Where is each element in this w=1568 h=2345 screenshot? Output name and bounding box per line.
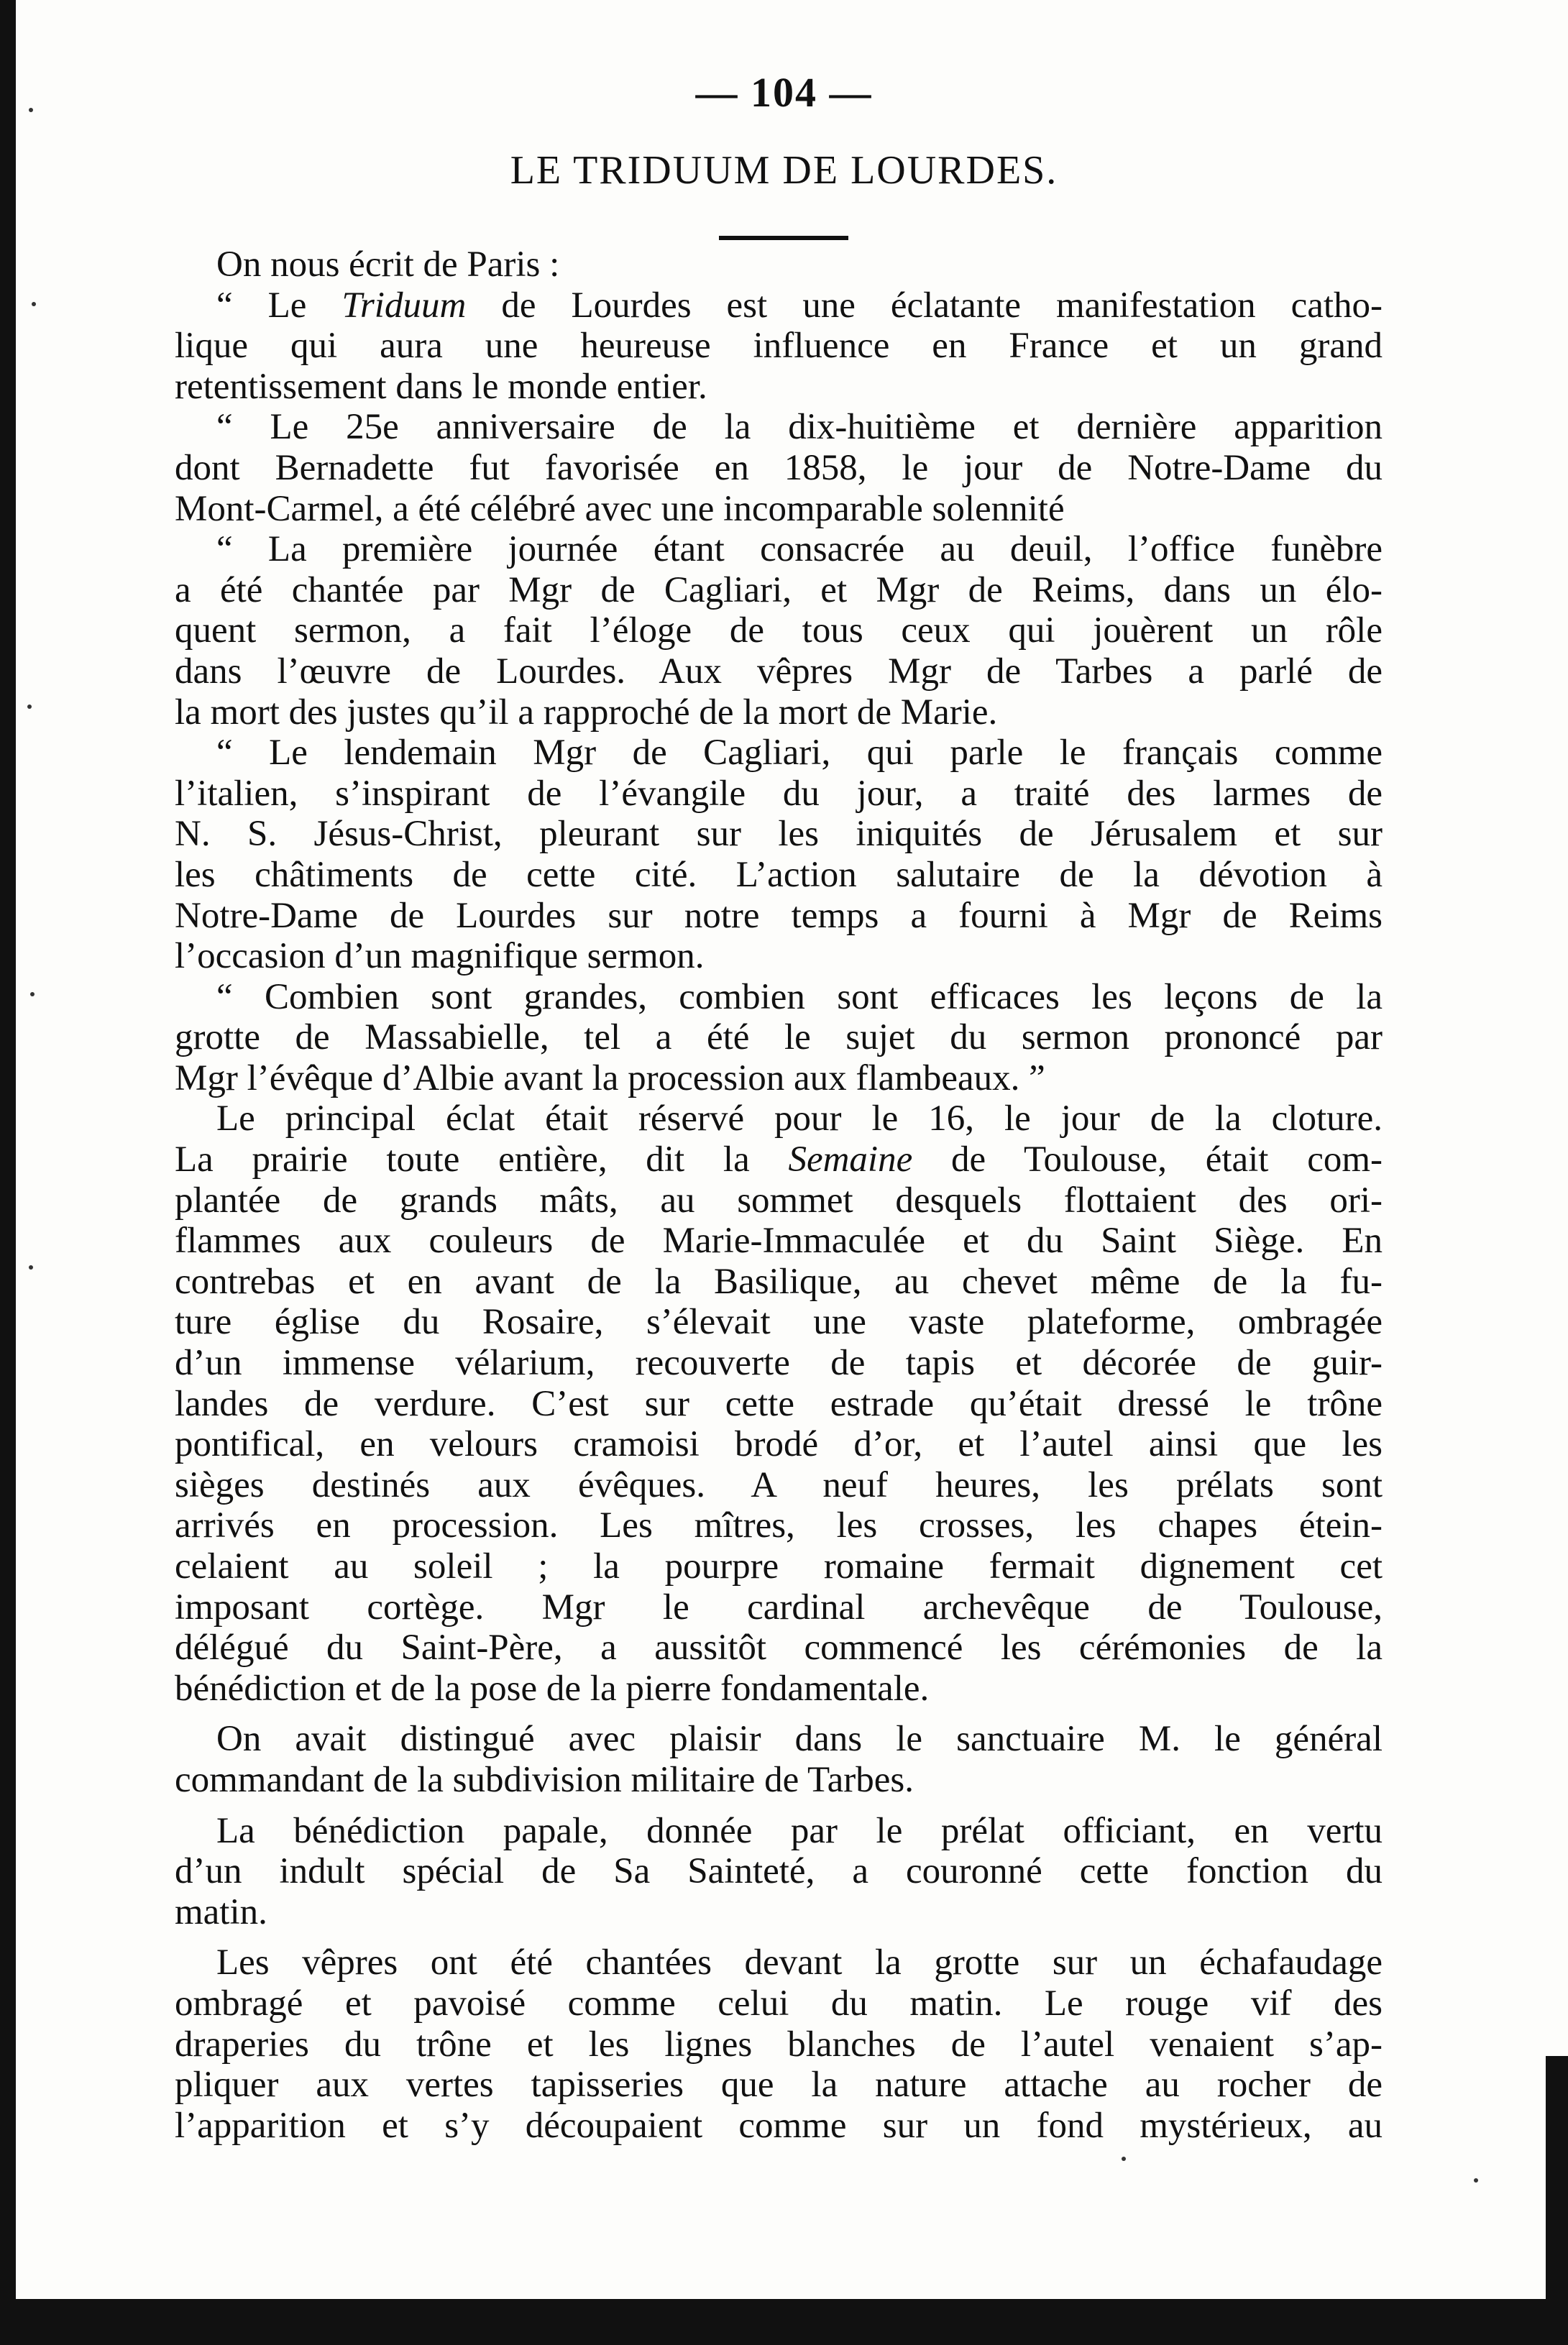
paragraph	[175, 1719, 1383, 1800]
text-line: landes de verdure. C’est sur cette estrade qu’était dressé le trône	[175, 1383, 1383, 1424]
text-line: grotte de Massabielle, tel a été le sujet du sermon prononcé par	[175, 1017, 1383, 1058]
text-line: “ La première journée étant consacrée au deuil, l’office funèbre	[216, 529, 1383, 570]
paragraph	[175, 733, 1383, 977]
italic-term: Triduum	[341, 285, 467, 326]
text-line: La bénédiction papale, donnée par le prélat officiant, en vertu	[216, 1810, 1383, 1851]
text-line: commandant de la subdivision militaire de Tarbes.	[175, 1759, 914, 1800]
text-line: retentissement dans le monde entier.	[175, 366, 707, 407]
text-line: l’occasion d’un magnifique sermon.	[175, 936, 705, 977]
paragraph	[175, 407, 1383, 529]
page-number: — 104 —	[695, 69, 873, 116]
text-line: bénédiction et de la pose de la pierre fondamentale.	[175, 1668, 930, 1709]
text-line: délégué du Saint-Père, a aussitôt commencé les cérémonies de la	[175, 1628, 1383, 1669]
text-line: matin.	[175, 1891, 267, 1932]
text-line: Les vêpres ont été chantées devant la grotte sur un échafaudage	[216, 1942, 1383, 1983]
paragraph	[175, 1942, 1383, 2146]
text-line: sièges destinés aux évêques. A neuf heures, les prélats sont	[175, 1464, 1383, 1505]
text-line: l’italien, s’inspirant de l’évangile du jour, a traité des larmes de	[175, 773, 1383, 814]
text-line: quent sermon, a fait l’éloge de tous ceux qui jouèrent un rôle	[175, 610, 1383, 651]
text-line: Le principal éclat était réservé pour le 16, le jour de la cloture.	[216, 1098, 1383, 1139]
text-line: lique qui aura une heureuse influence en France et un grand	[175, 326, 1383, 367]
text-line: ture église du Rosaire, s’élevait une vaste plateforme, ombragée	[175, 1302, 1383, 1343]
text-line: “ Le lendemain Mgr de Cagliari, qui parle le français comme	[216, 733, 1383, 774]
text-line: pontifical, en velours cramoisi brodé d’or, et l’autel ainsi que les	[175, 1424, 1383, 1465]
article-body	[175, 244, 1383, 2146]
text-line: “ Le 25e anniversaire de la dix-huitième et dernière apparition	[216, 407, 1383, 448]
text-line: Mont-Carmel, a été célébré avec une incomparable solennité	[175, 488, 1065, 529]
text-line: flammes aux couleurs de Marie-Immaculée et du Saint Siège. En	[175, 1221, 1383, 1262]
scan-speck	[29, 1265, 33, 1270]
text-line: dans l’œuvre de Lourdes. Aux vêpres Mgr de Tarbes a parlé de	[175, 651, 1383, 692]
scan-speck	[30, 992, 35, 996]
text-line: la mort des justes qu’il a rapproché de la mort de Marie.	[175, 692, 998, 733]
text-line: arrivés en procession. Les mîtres, les crosses, les chapes étein-	[175, 1505, 1383, 1546]
text-line: draperies du trône et les lignes blanches de l’autel venaient s’ap-	[175, 2024, 1383, 2065]
scan-speck	[1474, 2178, 1478, 2183]
scan-speck	[32, 302, 36, 306]
text-line: d’un indult spécial de Sa Sainteté, a couronné cette fonction du	[175, 1851, 1383, 1892]
paragraph	[175, 1811, 1383, 1933]
text-line: ombragé et pavoisé comme celui du matin. Le rouge vif des	[175, 1983, 1383, 2024]
paragraph	[175, 285, 1383, 408]
text-line: plantée de grands mâts, au sommet desquels flottaient des ori-	[175, 1180, 1383, 1221]
text-line: d’un immense vélarium, recouverte de tapis et décorée de guir-	[175, 1343, 1383, 1384]
text-line: pliquer aux vertes tapisseries que la nature attache au rocher de	[175, 2065, 1383, 2106]
text-line: a été chantée par Mgr de Cagliari, et Mgr de Reims, dans un élo-	[175, 569, 1383, 610]
text-line: N. S. Jésus-Christ, pleurant sur les iniquités de Jérusalem et sur	[175, 814, 1383, 855]
page-title: LE TRIDUUM DE LOURDES.	[510, 148, 1058, 193]
text-line: dont Bernadette fut favorisée en 1858, le jour de Notre-Dame du	[175, 447, 1383, 488]
left-scan-border	[0, 0, 16, 2345]
text-line: contrebas et en avant de la Basilique, au chevet même de la fu-	[175, 1261, 1383, 1302]
text-line: La prairie toute entière, dit la Semaine de Toulouse, était com-	[175, 1139, 1383, 1180]
text-line: Notre-Dame de Lourdes sur notre temps a fourni à Mgr de Reims	[175, 895, 1383, 936]
paragraph	[175, 529, 1383, 733]
text-line: “ Combien sont grandes, combien sont efficaces les leçons de la	[216, 976, 1383, 1017]
bottom-scan-border	[0, 2299, 1568, 2345]
text-line: l’apparition et s’y découpaient comme sur un fond mystérieux, au	[175, 2105, 1383, 2146]
italic-term: Semaine	[788, 1139, 913, 1180]
paragraph	[175, 244, 1383, 285]
paragraph	[175, 1098, 1383, 1709]
text-line: imposant cortège. Mgr le cardinal archevêque de Toulouse,	[175, 1587, 1383, 1628]
text-line: On avait distingué avec plaisir dans le sanctuaire M. le général	[216, 1719, 1383, 1760]
paragraph	[175, 977, 1383, 1099]
text-line: les châtiments de cette cité. L’action salutaire de la dévotion à	[175, 854, 1383, 895]
title-divider	[719, 236, 848, 240]
scan-speck	[1122, 2157, 1126, 2161]
right-scan-border	[1546, 2056, 1568, 2345]
scan-speck	[27, 705, 32, 709]
text-line: “ Le Triduum de Lourdes est une éclatante manifestation catho-	[216, 285, 1383, 326]
text-line: celaient au soleil ; la pourpre romaine fermait dignement cet	[175, 1546, 1383, 1587]
text-line: On nous écrit de Paris :	[216, 244, 560, 285]
text-line: Mgr l’évêque d’Albie avant la procession aux flambeaux. ”	[175, 1057, 1045, 1098]
